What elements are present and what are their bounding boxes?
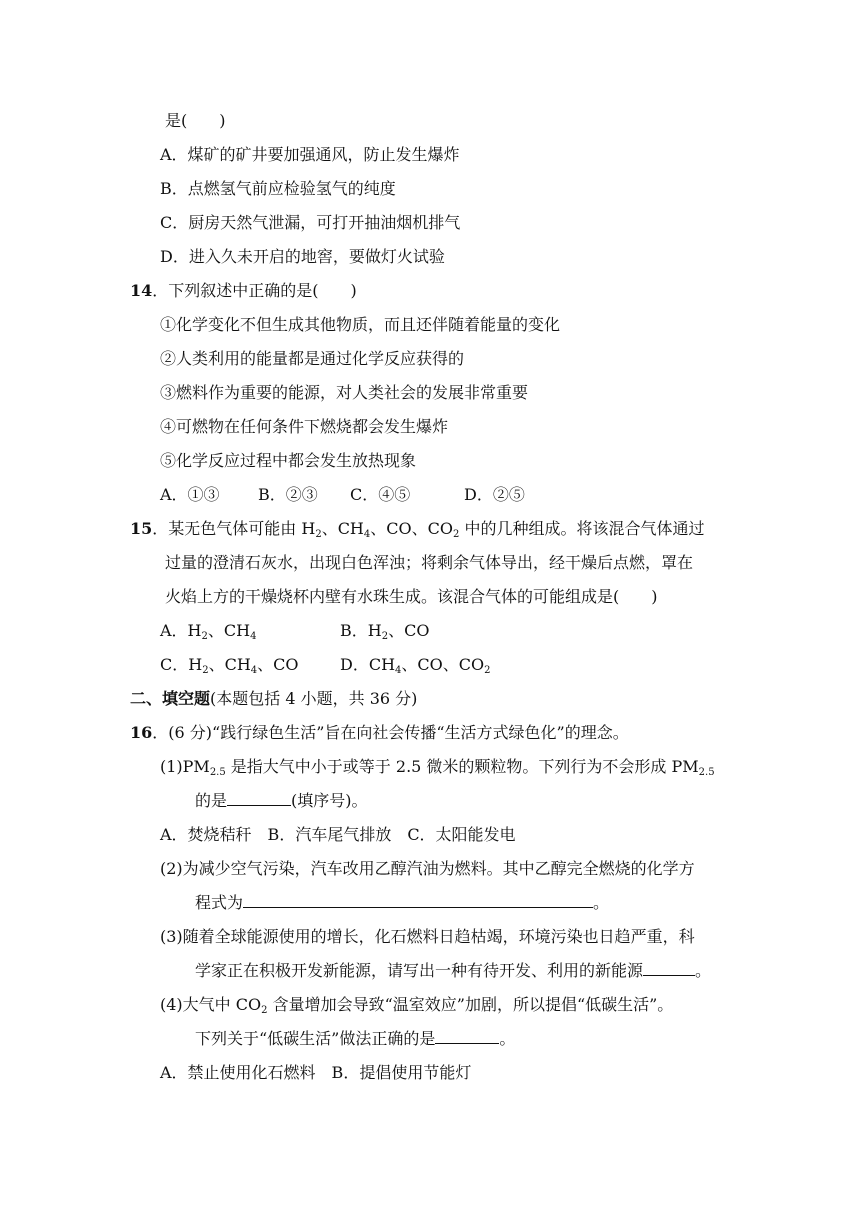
section-heading: [130, 688, 417, 710]
subscript: 4: [395, 665, 402, 676]
q16-part-4-options: A．禁止使用化石燃料 B．提倡使用节能灯: [160, 1063, 472, 1082]
q14-statement-3: ③燃料作为重要的能源，对人类社会的发展非常重要: [160, 383, 529, 402]
q15-option-c: [160, 654, 299, 682]
subscript: 4: [250, 631, 257, 642]
q15-text: 中的几种组成。将该混合气体通过: [459, 519, 705, 538]
q16-part-3-line-1: (3)随着全球能源使用的增长，化石燃料日趋枯竭，环境污染也日趋严重，科: [160, 927, 695, 946]
q15-stem-line-1: [130, 518, 704, 546]
q16-stem: [130, 722, 629, 744]
q14-statement-5: ⑤化学反应过程中都会发生放热现象: [160, 451, 417, 470]
q14-stem-text: ．下列叙述中正确的是( ): [152, 281, 357, 300]
q15-text: 、CO、CO: [370, 519, 453, 538]
q16-text: 。: [593, 893, 610, 912]
option-text: D．CH: [340, 655, 396, 674]
q13-option-c: C．厨房天然气泄漏，可打开抽油烟机排气: [160, 213, 461, 232]
option-text: C．H: [160, 655, 203, 674]
answer-blank[interactable]: [643, 960, 695, 976]
option-text: 、CH: [207, 621, 251, 640]
q16-text: (1)PM: [160, 757, 210, 776]
option-text: B．H: [340, 621, 382, 640]
option-text: 、CO: [388, 621, 430, 640]
q15-stem-line-2: 过量的澄清石灰水，出现白色浑浊；将剩余气体导出，经干燥后点燃，罩在: [165, 553, 694, 572]
q15-stem-line-3: 火焰上方的干燥烧杯内壁有水珠生成。该混合气体的可能组成是( ): [165, 587, 658, 606]
q16-text: 程式为: [195, 893, 244, 912]
option-text: 、CO、CO: [401, 655, 485, 674]
q14-number: 14: [130, 281, 153, 300]
q16-text: (填序号)。: [291, 791, 368, 810]
q14-option-d: D．②⑤: [464, 485, 525, 504]
subscript: 2.5: [209, 767, 226, 778]
section-title: 二、填空题: [130, 689, 211, 708]
option-text: 、CO: [257, 655, 299, 674]
q16-text: 学家正在积极开发新能源，请写出一种有待开发、利用的新能源: [195, 961, 644, 980]
q16-text: 是指大气中小于或等于 2.5 微米的颗粒物。下列行为不会形成 PM: [225, 757, 699, 776]
option-text: 、CH: [208, 655, 251, 674]
q16-part-4-line-2: [195, 1028, 515, 1050]
q16-part-1-line-2: [195, 790, 368, 812]
subscript: 2.5: [698, 767, 715, 778]
q16-text: (4)大气中 CO: [160, 995, 262, 1014]
q15-text: 、CH: [321, 519, 364, 538]
q15-number: 15: [130, 519, 153, 538]
subscript: 2: [261, 1005, 268, 1016]
q14-stem: [130, 280, 357, 302]
q15-option-b: [340, 620, 429, 648]
q16-text: 含量增加会导致“温室效应”加剧，所以提倡“低碳生活”。: [267, 995, 674, 1014]
subscript: 4: [363, 529, 371, 540]
q16-part-2-line-1: (2)为减少空气污染，汽车改用乙醇汽油为燃料。其中乙醇完全燃烧的化学方: [160, 859, 695, 878]
answer-blank[interactable]: [243, 892, 593, 908]
q16-number: 16: [130, 723, 153, 742]
section-note: (本题包括 4 小题，共 36 分): [210, 689, 418, 708]
q15-option-a: [160, 620, 256, 648]
answer-blank[interactable]: [435, 1028, 499, 1044]
q16-text: 下列关于“低碳生活”做法正确的是: [195, 1029, 436, 1048]
q14-option-b: B．②③: [258, 485, 318, 504]
q14-statement-1: ①化学变化不但生成其他物质，而且还伴随着能量的变化: [160, 315, 561, 334]
q16-part-1-line-1: [160, 756, 715, 784]
q13-stem-tail: 是( ): [165, 111, 226, 130]
q16-text: 。: [695, 961, 712, 980]
subscript: 2: [453, 529, 460, 540]
q16-text: 的是: [195, 791, 228, 810]
subscript: 2: [484, 665, 491, 676]
q13-option-b: B．点燃氢气前应检验氢气的纯度: [160, 179, 396, 198]
q13-option-d: D．进入久未开启的地窖，要做灯火试验: [160, 247, 445, 266]
q16-part-1-options: A．焚烧秸秆 B．汽车尾气排放 C．太阳能发电: [160, 825, 516, 844]
q13-option-a: A．煤矿的矿井要加强通风，防止发生爆炸: [160, 145, 460, 164]
subscript: 2: [381, 631, 389, 642]
q14-statement-4: ④可燃物在任何条件下燃烧都会发生爆炸: [160, 417, 449, 436]
q16-part-3-line-2: [195, 960, 711, 982]
q16-stem-text: ．(6 分)“践行绿色生活”旨在向社会传播“生活方式绿色化”的理念。: [152, 723, 629, 742]
option-text: A．H: [160, 621, 202, 640]
subscript: 2: [201, 631, 208, 642]
q16-part-4-line-1: [160, 994, 673, 1022]
q15-option-d: [340, 654, 491, 682]
answer-blank[interactable]: [227, 790, 291, 806]
subscript: 2: [315, 529, 322, 540]
q15-text: ．某无色气体可能由 H: [152, 519, 316, 538]
subscript: 2: [202, 665, 209, 676]
q14-option-c: C．④⑤: [350, 485, 411, 504]
q14-option-a: A．①③: [160, 485, 220, 504]
subscript: 4: [250, 665, 258, 676]
q14-statement-2: ②人类利用的能量都是通过化学反应获得的: [160, 349, 465, 368]
q16-part-2-line-2: [195, 892, 609, 914]
q16-text: 。: [499, 1029, 516, 1048]
